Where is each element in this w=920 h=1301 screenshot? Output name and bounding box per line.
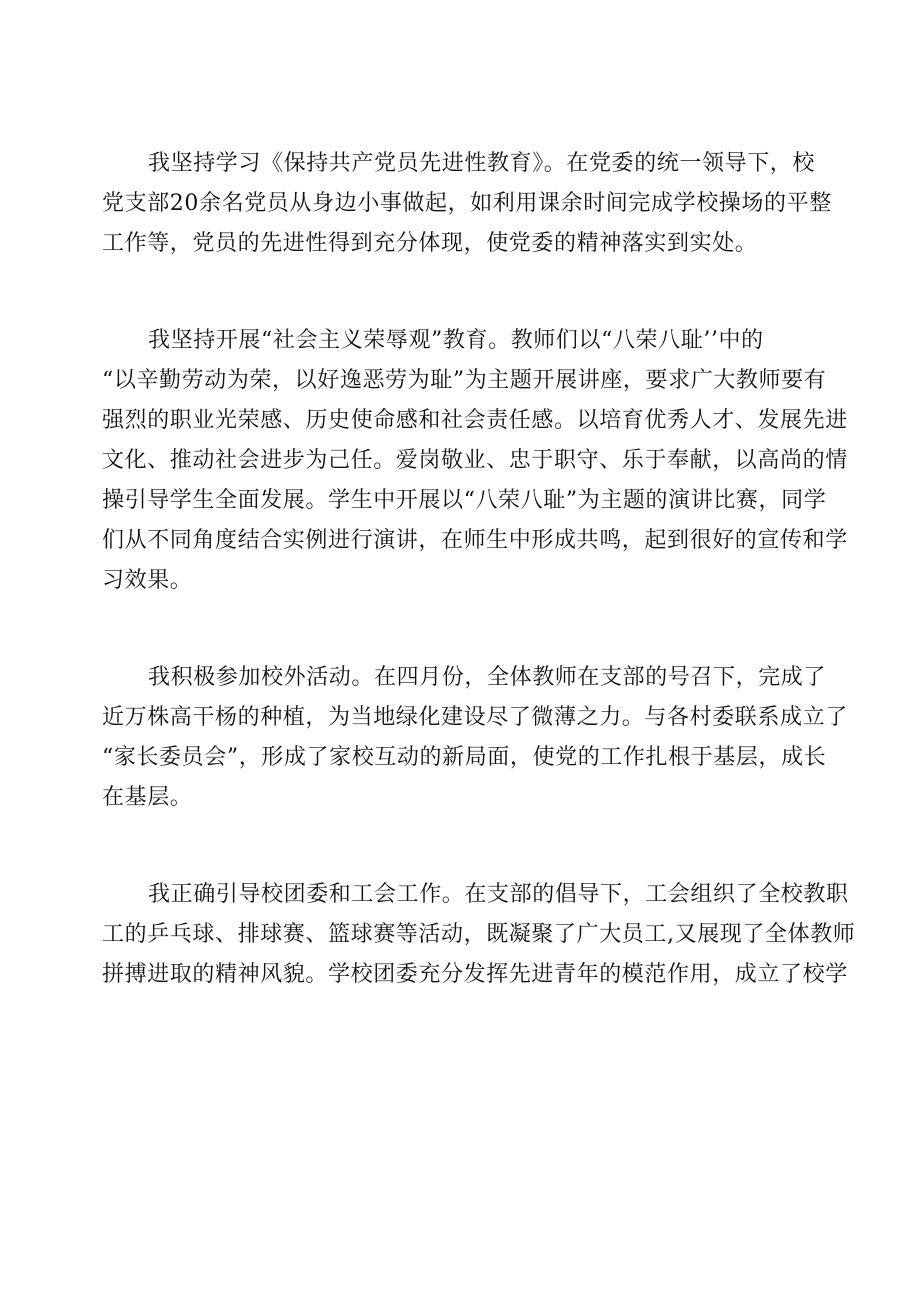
paragraph-gap <box>102 818 826 875</box>
paragraph-gap <box>102 264 826 321</box>
paragraph-gap <box>102 601 826 658</box>
paragraph-line: 我坚持学习《保持共产党员先进性教育》。在党委的统一领导下，校 <box>148 151 816 176</box>
document-body <box>102 144 856 995</box>
paragraph-line: 操引导学生全面发展。学生中开展以“八荣八耻”为主题的演讲比赛，同学 <box>102 488 827 513</box>
paragraph-outreach-activities <box>102 658 848 818</box>
paragraph-line: 我坚持开展“社会主义荣辱观”教育。教师们以“八荣八耻’’中的 <box>148 328 764 353</box>
paragraph-line: 强烈的职业光荣感、历史使命感和社会责任感。以培育优秀人才、发展先进 <box>102 408 848 433</box>
paragraph-line: “家长委员会”，形成了家校互动的新局面，使党的工作扎根于基层，成长 <box>102 745 827 770</box>
paragraph-line: 党支部20余名党员从身边小事做起，如利用课余时间完成学校操场的平整 <box>102 191 832 216</box>
paragraph-line: 近万株高干杨的种植，为当地绿化建设尽了微薄之力。与各村委联系成立了 <box>102 705 848 730</box>
paragraph-line: 我正确引导校团委和工会工作。在支部的倡导下，工会组织了全校教职 <box>148 882 849 907</box>
paragraph-line: 们从不同角度结合实例进行演讲，在师生中形成共鸣，起到很好的宣传和学 <box>102 528 848 553</box>
paragraph-union-work <box>102 875 856 995</box>
paragraph-line: 我积极参加校外活动。在四月份，全体教师在支部的号召下，完成了 <box>148 665 827 690</box>
paragraph-line: 工作等，党员的先进性得到充分体现，使党委的精神落实到实处。 <box>102 231 758 256</box>
paragraph-honor-education <box>102 321 848 601</box>
paragraph-line: 习效果。 <box>102 568 193 593</box>
paragraph-line: 工的乒乓球、排球赛、篮球赛等活动，既凝聚了广大员工,又展现了全体教师 <box>102 922 856 947</box>
paragraph-line: 在基层。 <box>102 785 193 810</box>
paragraph-line: 拼搏进取的精神风貌。学校团委充分发挥先进青年的模范作用，成立了校学 <box>102 962 848 987</box>
paragraph-line: 文化、推动社会进步为己任。爱岗敬业、忠于职守、乐于奉献，以高尚的情 <box>102 448 848 473</box>
paragraph-line: “以辛勤劳动为荣，以好逸恶劳为耻”为主题开展讲座，要求广大教师要有 <box>102 368 827 393</box>
paragraph-party-education <box>102 144 832 264</box>
